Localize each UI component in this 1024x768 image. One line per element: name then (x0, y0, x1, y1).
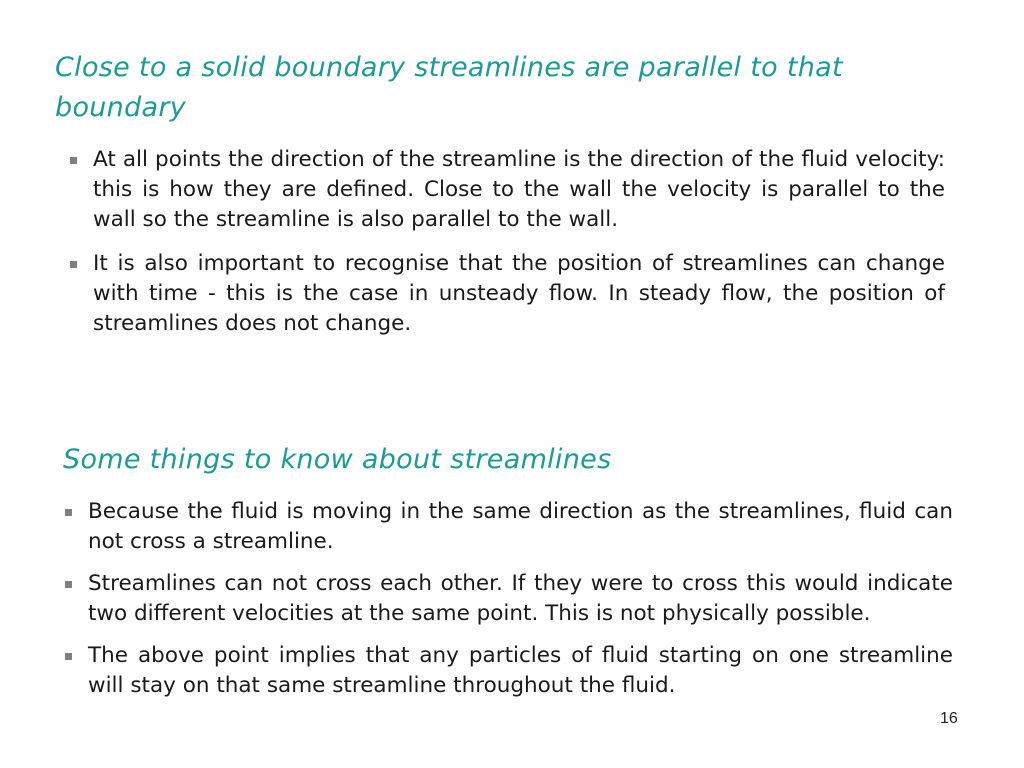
section-2-heading: Some things to know about streamlines (63, 444, 612, 475)
section-1-heading: Close to a solid boundary streamlines are parallel to that boundary (55, 52, 843, 123)
square-bullet-icon (65, 509, 72, 516)
bullet-item (63, 497, 953, 557)
bullet-item (63, 569, 953, 629)
bullet-item (68, 145, 945, 235)
square-bullet-icon (70, 261, 77, 268)
bullet-item (63, 641, 953, 701)
bullet-text: Because the fluid is moving in the same direction as the streamlines, fluid can not cross a streamline. (88, 499, 953, 554)
square-bullet-icon (70, 157, 77, 164)
bullet-text: Streamlines can not cross each other. If they were to cross this would indicate two different velocities at the same point. This is not physically possible. (88, 571, 953, 626)
section-1-bullet-list (68, 145, 945, 353)
slide-number: 16 (940, 710, 958, 727)
bullet-text: It is also important to recognise that the position of streamlines can change with time - this is the case in unsteady flow. In steady flow, the position of streamlines does not change. (93, 251, 945, 336)
bullet-text: At all points the direction of the streamline is the direction of the fluid velocity: this is how they are defined. Close to the wall the velocity is parallel to the wall so the streamline is also parallel to the wall. (93, 147, 945, 232)
bullet-item (68, 249, 945, 339)
bullet-text: The above point implies that any particles of fluid starting on one streamline will stay on that same streamline throughout the fluid. (88, 643, 953, 698)
square-bullet-icon (65, 581, 72, 588)
square-bullet-icon (65, 653, 72, 660)
section-2-bullet-list (63, 497, 953, 713)
